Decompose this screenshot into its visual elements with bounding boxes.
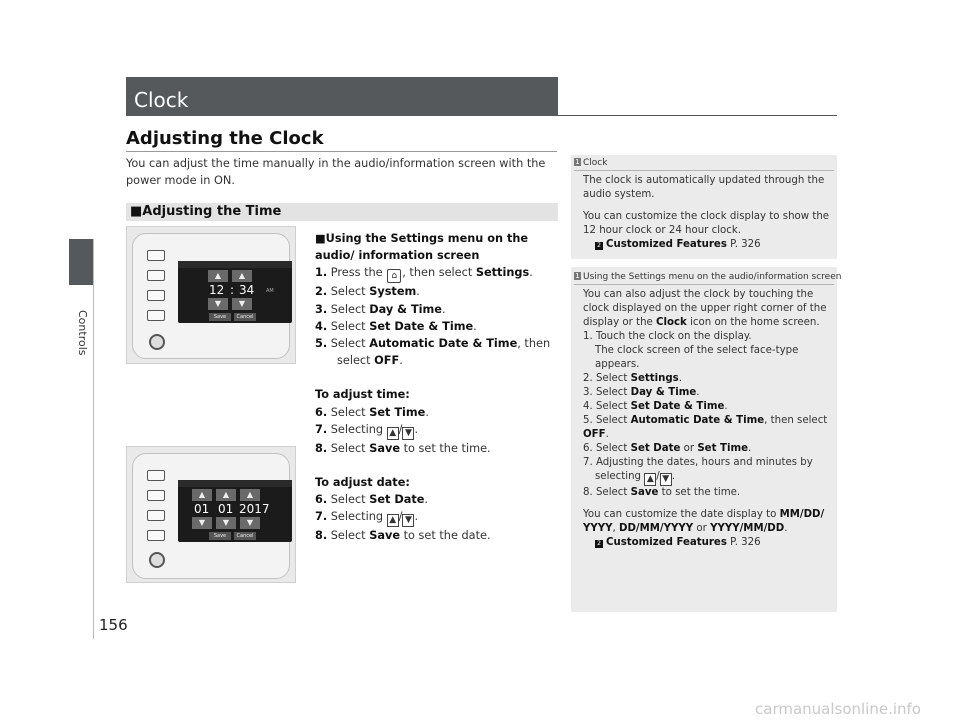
page-title: Clock xyxy=(134,88,189,112)
page-number: 156 xyxy=(99,616,128,634)
ampm-value: AM xyxy=(266,288,274,294)
hour-up-button[interactable]: ▲ xyxy=(208,270,228,282)
day-value: 01 xyxy=(194,502,210,516)
hour-value: 12 xyxy=(209,283,225,297)
head-unit-button xyxy=(147,510,165,521)
date-screen-illustration xyxy=(126,446,296,583)
down-arrow-icon: ▼ xyxy=(402,514,414,527)
day-down-button[interactable]: ▼ xyxy=(192,517,212,529)
time-heading: To adjust time: xyxy=(315,388,410,402)
time-step-6: 6. Select Set Time. xyxy=(315,405,429,419)
reference-link[interactable]: Customized Features xyxy=(606,537,727,548)
time-screen-illustration xyxy=(126,226,296,364)
display-screen xyxy=(178,480,292,542)
head-unit-button xyxy=(147,290,165,301)
volume-knob xyxy=(149,334,165,350)
head-unit-button xyxy=(147,490,165,501)
month-down-button[interactable]: ▼ xyxy=(216,517,236,529)
watermark: carmanualsonline.info xyxy=(755,700,921,718)
steps-list xyxy=(315,230,555,545)
note-settings-text: You can also adjust the clock by touching the clock displayed on the upper right corner of the display or the Clock icon on the home screen. 1. Touch the clock on the display. The clock screen of the select face-type appears. 2. Select Settings. 3. Select Day & Time. 4. Select Set Date & Time. 5. Select Automatic Date & Time, then select OFF. 6. Select Set Date or Set Time. 7. Adjusting the dates, hours and minutes by selecting ▲ / ▼ . 8. Select Save to set the time. You can customize the date display to MM/DD/ YYYY, DD/MM/YYYY or YYYY/MM/DD. 2 Customized Features P. 326 xyxy=(583,289,828,548)
head-unit-button xyxy=(147,530,165,541)
reference-link[interactable]: Customized Features xyxy=(606,239,727,250)
step-3: 3. Select Day & Time. xyxy=(315,302,446,316)
minute-up-button[interactable]: ▲ xyxy=(232,270,252,282)
head-unit-bezel xyxy=(132,233,290,359)
month-up-button[interactable]: ▲ xyxy=(216,489,236,501)
home-icon: ⌂ xyxy=(387,269,401,283)
year-value: 2017 xyxy=(239,502,270,516)
time-step-8: 8. Select Save to set the time. xyxy=(315,441,491,455)
note-clock-heading: 1 Clock xyxy=(575,158,608,168)
month-value: 01 xyxy=(218,502,234,516)
up-arrow-icon: ▲ xyxy=(387,514,399,527)
step-4: 4. Select Set Date & Time. xyxy=(315,319,477,333)
step-5-cont: select OFF. xyxy=(337,354,403,368)
head-unit-button xyxy=(147,250,165,261)
note-rule xyxy=(574,170,834,171)
up-arrow-icon: ▲ xyxy=(387,427,399,440)
step-5: 5. Select Automatic Date & Time, then xyxy=(315,337,551,351)
reference-icon: 2 xyxy=(595,540,603,548)
time-separator: : xyxy=(230,283,235,297)
step-2: 2. Select System. xyxy=(315,285,420,299)
reference-icon: 2 xyxy=(595,242,603,250)
date-step-7: 7. Selecting ▲ / ▼ . xyxy=(315,510,419,526)
save-button[interactable]: Save xyxy=(209,532,231,540)
section-rule xyxy=(126,151,557,152)
subheading: ■Adjusting the Time xyxy=(130,204,282,219)
note-clock-text: The clock is automatically updated through the audio system. You can customize the clock display to show the 12 hour clock or 24 hour clock. 2 Customized Features P. 326 xyxy=(583,175,830,250)
cancel-button[interactable]: Cancel xyxy=(234,313,256,321)
chapter-tab xyxy=(69,239,94,285)
hour-down-button[interactable]: ▼ xyxy=(208,298,228,310)
minute-value: 34 xyxy=(239,283,255,297)
date-step-6: 6. Select Set Date. xyxy=(315,493,428,507)
section-title: Adjusting the Clock xyxy=(126,128,324,149)
time-step-7: 7. Selecting ▲ / ▼ . xyxy=(315,422,419,438)
note-rule xyxy=(574,284,834,285)
chapter-label: Controls xyxy=(76,310,89,356)
date-step-8: 8. Select Save to set the date. xyxy=(315,529,491,543)
save-button[interactable]: Save xyxy=(209,313,231,321)
head-unit-button xyxy=(147,270,165,281)
cancel-button[interactable]: Cancel xyxy=(234,532,256,540)
date-heading: To adjust date: xyxy=(315,476,410,490)
display-screen xyxy=(178,261,292,323)
head-unit-bezel xyxy=(132,453,290,579)
up-arrow-icon: ▲ xyxy=(644,473,656,486)
chapter-rail xyxy=(93,239,94,639)
header-bar xyxy=(126,77,558,116)
header-rule xyxy=(558,115,837,116)
head-unit-button xyxy=(147,470,165,481)
intro-text: You can adjust the time manually in the audio/information screen with the power mode in ON. xyxy=(126,157,546,187)
volume-knob xyxy=(149,552,165,568)
down-arrow-icon: ▼ xyxy=(402,427,414,440)
step-1: 1. Press the ⌂ , then select Settings. xyxy=(315,266,533,282)
year-down-button[interactable]: ▼ xyxy=(240,517,260,529)
steps-heading: ■Using the Settings menu on the audio/ information screen xyxy=(315,232,529,263)
note-settings-heading: 1 Using the Settings menu on the audio/information screen xyxy=(575,272,842,282)
down-arrow-icon: ▼ xyxy=(660,473,672,486)
minute-down-button[interactable]: ▼ xyxy=(232,298,252,310)
head-unit-button xyxy=(147,310,165,321)
year-up-button[interactable]: ▲ xyxy=(240,489,260,501)
day-up-button[interactable]: ▲ xyxy=(192,489,212,501)
